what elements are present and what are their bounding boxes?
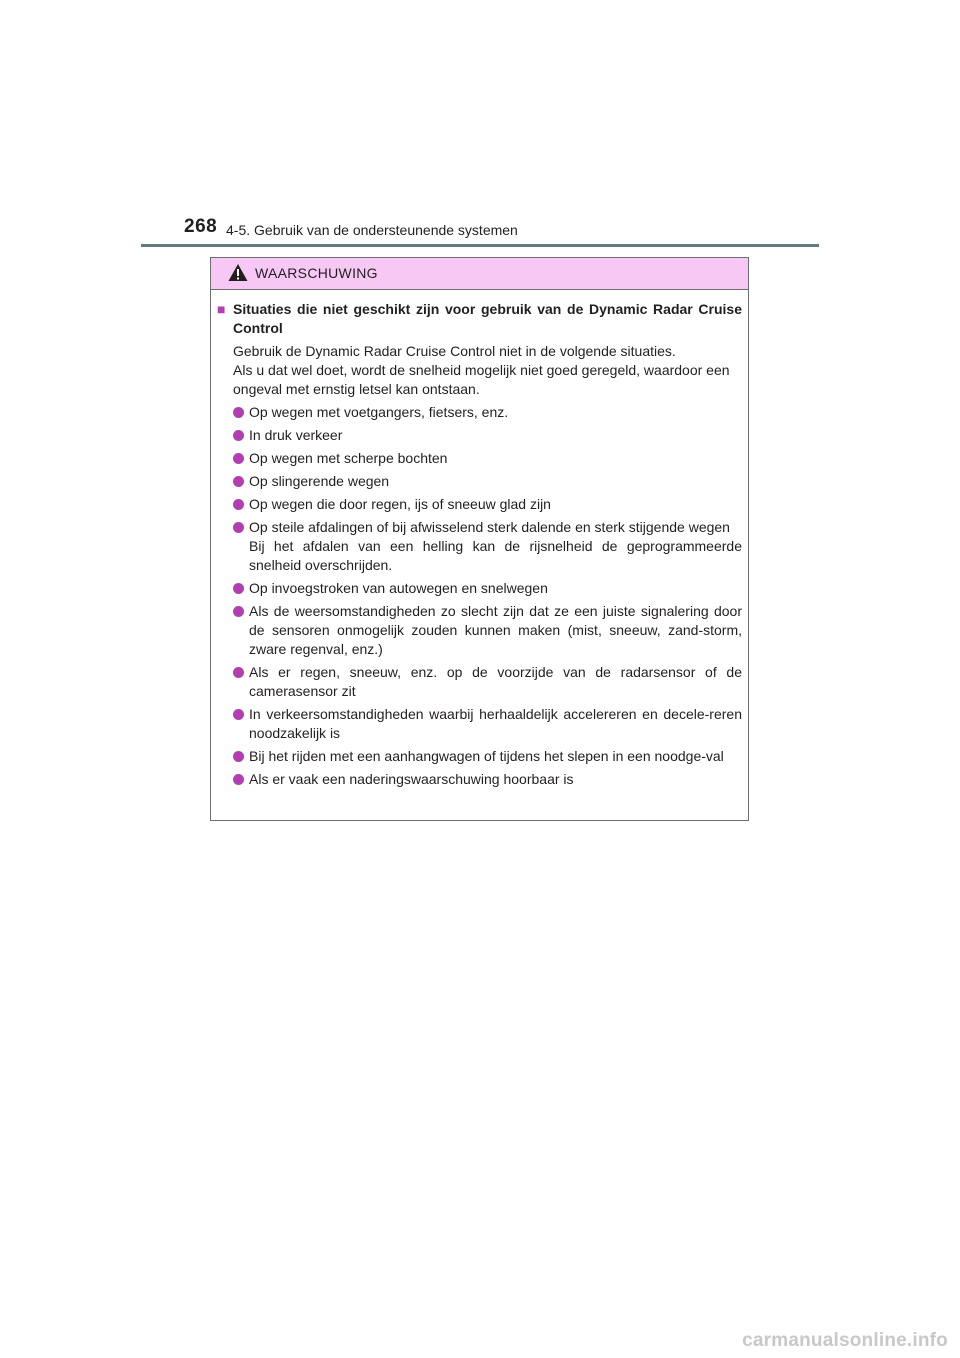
list-item-content bbox=[249, 518, 742, 575]
list-item-content bbox=[249, 602, 742, 659]
list-item-text: Als er regen, sneeuw, enz. op de voorzijde van de radarsensor of de camerasensor zit bbox=[249, 664, 742, 699]
list-item-note: Bij het afdalen van een helling kan de rijsnelheid de geprogrammeerde snelheid overschrijden. bbox=[249, 538, 742, 573]
situation-list bbox=[217, 403, 742, 789]
list-item bbox=[217, 426, 742, 445]
warning-triangle-icon bbox=[228, 263, 248, 282]
circle-bullet-icon bbox=[233, 606, 244, 617]
list-item-content bbox=[249, 770, 742, 789]
list-item bbox=[217, 747, 742, 766]
circle-bullet-icon bbox=[233, 667, 244, 678]
list-item bbox=[217, 602, 742, 659]
list-item-text: In druk verkeer bbox=[249, 427, 343, 443]
list-item-text: Op slingerende wegen bbox=[249, 473, 390, 489]
list-item-content bbox=[249, 495, 742, 514]
header-divider bbox=[141, 244, 819, 247]
warning-intro bbox=[233, 342, 742, 399]
circle-bullet-icon bbox=[233, 583, 244, 594]
circle-bullet-icon bbox=[233, 751, 244, 762]
list-item bbox=[217, 518, 742, 575]
circle-bullet-icon bbox=[233, 407, 244, 418]
warning-label: WAARSCHUWING bbox=[255, 265, 378, 281]
circle-bullet-icon bbox=[233, 453, 244, 464]
list-item bbox=[217, 705, 742, 743]
list-item bbox=[217, 403, 742, 422]
list-item-text: Op steile afdalingen of bij afwisselend sterk dalende en sterk stijgende wegen bbox=[249, 519, 730, 535]
circle-bullet-icon bbox=[233, 499, 244, 510]
page-number: 268 bbox=[184, 216, 218, 237]
warning-body bbox=[211, 290, 748, 789]
circle-bullet-icon bbox=[233, 774, 244, 785]
circle-bullet-icon bbox=[233, 709, 244, 720]
page-header bbox=[184, 216, 824, 244]
square-bullet-icon: ■ bbox=[217, 301, 226, 317]
section-title: 4-5. Gebruik van de ondersteunende systemen bbox=[226, 222, 518, 238]
list-item-content bbox=[249, 403, 742, 422]
list-item-text: Als de weersomstandigheden zo slecht zijn dat ze een juiste signalering door de sensoren onmogelijk zouden kunnen maken (mist, sneeuw, zand-storm, zware regenval, enz.) bbox=[249, 603, 742, 657]
circle-bullet-icon bbox=[233, 476, 244, 487]
list-item-content bbox=[249, 579, 742, 598]
circle-bullet-icon bbox=[233, 522, 244, 533]
list-item-content bbox=[249, 426, 742, 445]
warning-header bbox=[211, 258, 748, 290]
list-item bbox=[217, 770, 742, 789]
circle-bullet-icon bbox=[233, 430, 244, 441]
list-item bbox=[217, 663, 742, 701]
warning-heading bbox=[217, 300, 742, 338]
intro-line: Gebruik de Dynamic Radar Cruise Control niet in de volgende situaties. bbox=[233, 343, 676, 359]
list-item-text: Op invoegstroken van autowegen en snelwegen bbox=[249, 580, 548, 596]
list-item-text: Op wegen met voetgangers, fietsers, enz. bbox=[249, 404, 509, 420]
list-item-content bbox=[249, 705, 742, 743]
list-item bbox=[217, 495, 742, 514]
list-item bbox=[217, 579, 742, 598]
list-item bbox=[217, 472, 742, 491]
list-item-content bbox=[249, 449, 742, 468]
list-item-text: Op wegen die door regen, ijs of sneeuw glad zijn bbox=[249, 496, 551, 512]
list-item-text: In verkeersomstandigheden waarbij herhaaldelijk accelereren en decele-reren noodzakelijk is bbox=[249, 706, 742, 741]
list-item-text: Bij het rijden met een aanhangwagen of tijdens het slepen in een noodge-val bbox=[249, 748, 724, 764]
list-item-text: Als er vaak een naderingswaarschuwing hoorbaar is bbox=[249, 771, 574, 787]
list-item-text: Op wegen met scherpe bochten bbox=[249, 450, 448, 466]
watermark: carmanualsonline.info bbox=[742, 1330, 948, 1351]
list-item-content bbox=[249, 747, 742, 766]
warning-heading-text: Situaties die niet geschikt zijn voor gebruik van de Dynamic Radar Cruise Control bbox=[233, 301, 742, 336]
warning-box bbox=[210, 257, 749, 821]
intro-line: Als u dat wel doet, wordt de snelheid mogelijk niet goed geregeld, waardoor een ongeval met ernstig letsel kan ontstaan. bbox=[233, 362, 730, 397]
list-item bbox=[217, 449, 742, 468]
list-item-content bbox=[249, 472, 742, 491]
list-item-content bbox=[249, 663, 742, 701]
